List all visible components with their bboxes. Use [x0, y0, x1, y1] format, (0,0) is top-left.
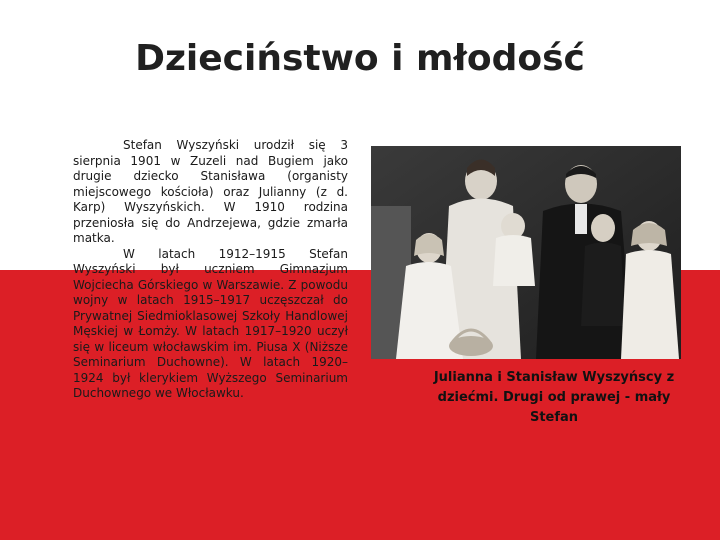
slide-title: Dzieciństwo i młodość — [135, 38, 585, 79]
photo-caption: Julianna i Stanisław Wyszyńscy z dziećmi. Drugi od prawej - mały Stefan — [433, 370, 675, 425]
body-text — [73, 138, 348, 402]
family-photo — [371, 146, 681, 359]
paragraph-childhood: Stefan Wyszyński urodził się 3 sierpnia 1901 w Zuzeli nad Bugiem jako drugie dziecko Stanisława (organisty miejscowego kościoła) oraz Julianny (z d. Karp) Wyszyńskich. W 1910 rodzina przeniosła się do Andrzejewa, gdzie zmarła matka. — [73, 138, 348, 245]
paragraph-education: W latach 1912–1915 Stefan Wyszyński był uczniem Gimnazjum Wojciecha Górskiego w Warszawie. Z powodu wojny w latach 1915–1917 uczęszczał do Prywatnej Siedmioklasowej Szkoły Handlowej Męskiej w Łomży. W latach 1917–1920 uczył się w liceum włocławskim im. Piusa X (Niższe Seminarium Duchowne). W latach 1920–1924 był klerykiem Wyższego Seminarium Duchownego we Włocławku. — [73, 246, 348, 400]
